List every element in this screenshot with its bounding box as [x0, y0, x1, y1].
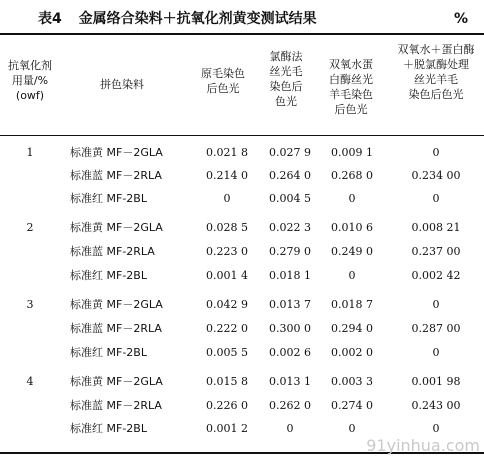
row-combined-value: 0.237 00	[411, 245, 461, 258]
row-dose: 4	[26, 375, 34, 388]
row-dye-name: 标准红 MF-2BL	[70, 422, 147, 435]
watermark: 91yinhua.com	[366, 436, 480, 455]
row-dye-name: 标准黄 MF－2GLA	[70, 298, 163, 311]
row-combined-value: 0.234 00	[411, 169, 461, 182]
row-peroxide-value: 0	[348, 269, 356, 282]
row-combined-value: 0	[432, 146, 440, 159]
row-raw-wool-value: 0.028 5	[206, 221, 248, 234]
row-dye-name: 标准红 MF-2BL	[70, 269, 147, 282]
row-peroxide-value: 0.003 3	[331, 375, 373, 388]
table-number: 表4	[38, 11, 62, 27]
row-combined-value: 0	[432, 422, 440, 435]
row-chlorine-value: 0.002 6	[269, 346, 311, 359]
row-peroxide-value: 0.002 0	[331, 346, 373, 359]
row-dye-name: 标准黄 MF－2GLA	[70, 375, 163, 388]
row-combined-value: 0.001 98	[411, 375, 461, 388]
row-raw-wool-value: 0.042 9	[206, 298, 248, 311]
row-raw-wool-value: 0.222 0	[206, 322, 248, 335]
row-combined-value: 0.243 00	[411, 399, 461, 412]
row-dye-name: 标准红 MF-2BL	[70, 346, 147, 359]
table-unit: %	[453, 11, 468, 27]
row-raw-wool-value: 0.001 4	[206, 269, 248, 282]
row-combined-value: 0.008 21	[411, 221, 461, 234]
row-combined-value: 0.002 42	[411, 269, 461, 282]
header-chlorine-enzyme: 氯酶法 丝光毛 染色后 色光	[269, 50, 303, 108]
row-dye-name: 标准蓝 MF－2RLA	[70, 169, 162, 182]
row-chlorine-value: 0.264 0	[269, 169, 311, 182]
row-peroxide-value: 0	[348, 192, 356, 205]
row-combined-value: 0	[432, 346, 440, 359]
row-combined-value: 0	[432, 298, 440, 311]
header-dye: 拼色染料	[100, 78, 144, 91]
row-raw-wool-value: 0.021 8	[206, 146, 248, 159]
row-peroxide-value: 0.274 0	[331, 399, 373, 412]
row-peroxide-value: 0.009 1	[331, 146, 373, 159]
row-peroxide-value: 0.018 7	[331, 298, 373, 311]
row-peroxide-value: 0.268 0	[331, 169, 373, 182]
row-dose: 2	[26, 221, 34, 234]
table-title: 金属络合染料＋抗氧化剂黄变测试结果	[78, 11, 317, 27]
row-dose: 3	[26, 298, 34, 311]
row-chlorine-value: 0.027 9	[269, 146, 311, 159]
row-chlorine-value: 0.022 3	[269, 221, 311, 234]
row-chlorine-value: 0.004 5	[269, 192, 311, 205]
row-peroxide-value: 0.294 0	[331, 322, 373, 335]
row-raw-wool-value: 0.226 0	[206, 399, 248, 412]
row-peroxide-value: 0	[348, 422, 356, 435]
row-raw-wool-value: 0.223 0	[206, 245, 248, 258]
row-chlorine-value: 0.013 1	[269, 375, 311, 388]
row-raw-wool-value: 0	[223, 192, 231, 205]
row-combined-value: 0	[432, 192, 440, 205]
row-combined-value: 0.287 00	[411, 322, 461, 335]
row-dye-name: 标准蓝 MF-2RLA	[70, 245, 155, 258]
row-chlorine-value: 0	[286, 422, 294, 435]
row-dye-name: 标准黄 MF－2GLA	[70, 221, 163, 234]
row-dye-name: 标准红 MF-2BL	[70, 192, 147, 205]
header-raw-wool: 原毛染色 后色光	[201, 67, 245, 95]
table-header-rule	[0, 135, 484, 136]
row-raw-wool-value: 0.214 0	[206, 169, 248, 182]
row-chlorine-value: 0.279 0	[269, 245, 311, 258]
row-peroxide-value: 0.010 6	[331, 221, 373, 234]
table-caption	[38, 10, 478, 28]
row-chlorine-value: 0.300 0	[269, 322, 311, 335]
row-dye-name: 标准蓝 MF－2RLA	[70, 322, 162, 335]
row-chlorine-value: 0.013 7	[269, 298, 311, 311]
row-chlorine-value: 0.018 1	[269, 269, 311, 282]
row-raw-wool-value: 0.005 5	[206, 346, 248, 359]
table-top-rule	[0, 33, 484, 35]
row-dye-name: 标准蓝 MF－2RLA	[70, 399, 162, 412]
row-dose: 1	[26, 146, 34, 159]
header-combined-treatment: 双氧水＋蛋白酶 ＋脱氯酶处理 丝光羊毛 染色后色光	[397, 43, 475, 101]
header-dose: 抗氧化剂 用量/% (owf)	[8, 59, 52, 102]
row-peroxide-value: 0.249 0	[331, 245, 373, 258]
row-raw-wool-value: 0.015 8	[206, 375, 248, 388]
row-raw-wool-value: 0.001 2	[206, 422, 248, 435]
row-chlorine-value: 0.262 0	[269, 399, 311, 412]
header-peroxide-protease: 双氧水蛋 白酶丝光 羊毛染色 后色光	[329, 58, 373, 116]
row-dye-name: 标准黄 MF－2GLA	[70, 146, 163, 159]
